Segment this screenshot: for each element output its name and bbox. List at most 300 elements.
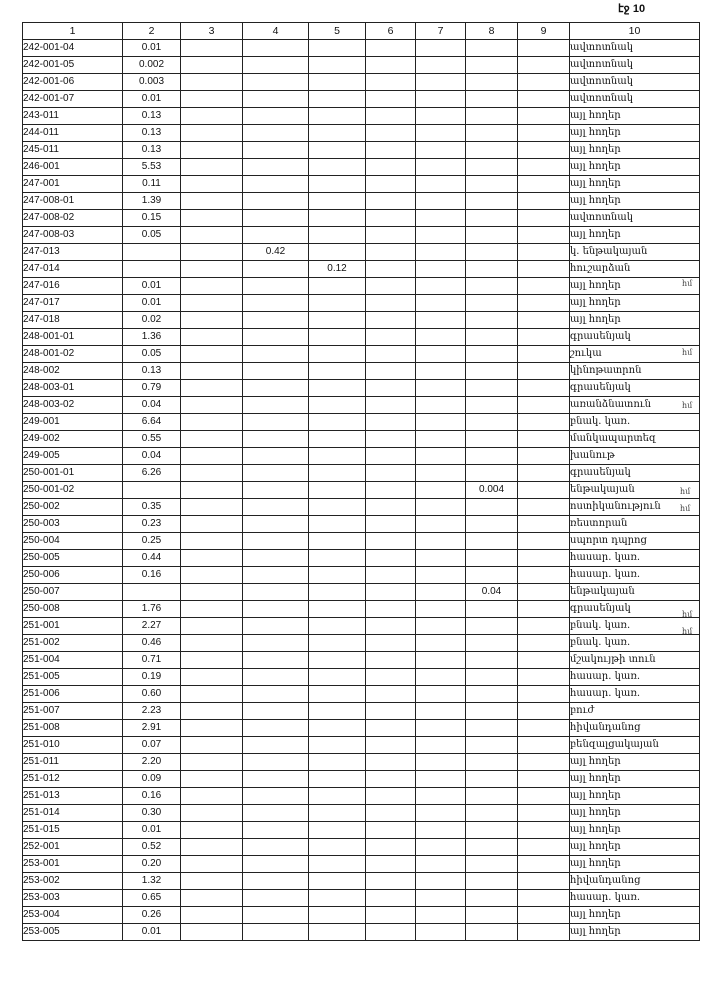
col9-cell xyxy=(518,465,570,482)
parcel-code-cell: 250-004 xyxy=(23,533,123,550)
col8-value-cell xyxy=(466,686,518,703)
col4-value-cell xyxy=(243,499,309,516)
table-row xyxy=(23,907,700,924)
col9-cell xyxy=(518,227,570,244)
col4-value-cell xyxy=(243,40,309,57)
land-use-cell: ավտոտնակ xyxy=(570,57,700,74)
area-value-cell: 0.25 xyxy=(123,533,181,550)
col3-cell xyxy=(181,890,243,907)
col4-value-cell xyxy=(243,839,309,856)
col9-cell xyxy=(518,142,570,159)
parcel-code-cell: 253-001 xyxy=(23,856,123,873)
col5-value-cell xyxy=(309,703,366,720)
parcel-code-cell: 253-002 xyxy=(23,873,123,890)
col5-value-cell xyxy=(309,40,366,57)
col4-value-cell xyxy=(243,924,309,941)
col8-value-cell xyxy=(466,720,518,737)
col8-value-cell xyxy=(466,703,518,720)
col7-cell xyxy=(416,567,466,584)
col9-cell xyxy=(518,771,570,788)
col7-cell xyxy=(416,703,466,720)
area-value-cell: 0.15 xyxy=(123,210,181,227)
col4-value-cell xyxy=(243,567,309,584)
land-use-cell: գրասենյակ xyxy=(570,329,700,346)
col7-cell xyxy=(416,346,466,363)
area-value-cell: 0.07 xyxy=(123,737,181,754)
col4-value-cell xyxy=(243,635,309,652)
area-value-cell: 0.05 xyxy=(123,227,181,244)
table-row xyxy=(23,635,700,652)
col7-cell xyxy=(416,907,466,924)
parcel-code-cell: 244-011 xyxy=(23,125,123,142)
col9-cell xyxy=(518,380,570,397)
col8-value-cell xyxy=(466,57,518,74)
col5-value-cell xyxy=(309,499,366,516)
parcel-code-cell: 251-008 xyxy=(23,720,123,737)
col6-cell xyxy=(366,737,416,754)
col3-cell xyxy=(181,193,243,210)
col3-cell xyxy=(181,278,243,295)
col6-cell xyxy=(366,499,416,516)
area-value-cell: 0.01 xyxy=(123,924,181,941)
parcel-code-cell: 248-001-02 xyxy=(23,346,123,363)
col5-value-cell xyxy=(309,244,366,261)
col3-cell xyxy=(181,57,243,74)
col7-cell xyxy=(416,312,466,329)
col3-cell xyxy=(181,108,243,125)
land-use-cell: ռեստորան xyxy=(570,516,700,533)
col3-cell xyxy=(181,652,243,669)
col9-cell xyxy=(518,91,570,108)
col8-value-cell xyxy=(466,618,518,635)
col9-cell xyxy=(518,295,570,312)
col5-value-cell xyxy=(309,550,366,567)
col5-value-cell xyxy=(309,210,366,227)
table-row xyxy=(23,363,700,380)
land-use-cell: գրասենյակ xyxy=(570,380,700,397)
table-row xyxy=(23,533,700,550)
col4-value-cell xyxy=(243,669,309,686)
col7-cell xyxy=(416,74,466,91)
col5-value-cell xyxy=(309,363,366,380)
col5-value-cell xyxy=(309,346,366,363)
table-row xyxy=(23,924,700,941)
col6-cell xyxy=(366,788,416,805)
land-use-cell: այլ հողեր xyxy=(570,312,700,329)
col6-cell xyxy=(366,57,416,74)
col3-cell xyxy=(181,363,243,380)
margin-annotation: հմ xyxy=(682,279,693,288)
table-row xyxy=(23,431,700,448)
land-use-cell: այլ հողեր xyxy=(570,839,700,856)
col9-cell xyxy=(518,618,570,635)
col4-value-cell xyxy=(243,856,309,873)
col9-cell xyxy=(518,397,570,414)
col9-cell xyxy=(518,448,570,465)
col3-cell xyxy=(181,380,243,397)
parcel-code-cell: 248-002 xyxy=(23,363,123,380)
col5-value-cell xyxy=(309,295,366,312)
parcel-code-cell: 243-011 xyxy=(23,108,123,125)
col8-value-cell xyxy=(466,210,518,227)
col3-cell xyxy=(181,431,243,448)
table-row xyxy=(23,822,700,839)
col7-cell xyxy=(416,754,466,771)
col5-value-cell xyxy=(309,397,366,414)
table-row xyxy=(23,788,700,805)
table-row xyxy=(23,278,700,295)
col9-cell xyxy=(518,584,570,601)
col7-cell xyxy=(416,397,466,414)
area-value-cell: 2.91 xyxy=(123,720,181,737)
col6-cell xyxy=(366,601,416,618)
col4-value-cell xyxy=(243,176,309,193)
table-row xyxy=(23,57,700,74)
col3-cell xyxy=(181,584,243,601)
col4-value-cell xyxy=(243,346,309,363)
column-header: 8 xyxy=(466,23,518,40)
col8-value-cell xyxy=(466,737,518,754)
col8-value-cell xyxy=(466,856,518,873)
col4-value-cell xyxy=(243,397,309,414)
col5-value-cell xyxy=(309,176,366,193)
margin-annotation: հմ xyxy=(682,610,693,619)
area-value-cell: 0.13 xyxy=(123,363,181,380)
col7-cell xyxy=(416,482,466,499)
col5-value-cell xyxy=(309,788,366,805)
area-value-cell: 0.60 xyxy=(123,686,181,703)
col6-cell xyxy=(366,618,416,635)
parcel-code-cell: 247-008-02 xyxy=(23,210,123,227)
col8-value-cell xyxy=(466,601,518,618)
table-row xyxy=(23,567,700,584)
col7-cell xyxy=(416,363,466,380)
col9-cell xyxy=(518,431,570,448)
col5-value-cell xyxy=(309,567,366,584)
land-use-cell: այլ հողեր xyxy=(570,227,700,244)
area-value-cell: 0.13 xyxy=(123,125,181,142)
col8-value-cell xyxy=(466,567,518,584)
land-use-cell: այլ հողեր xyxy=(570,907,700,924)
col7-cell xyxy=(416,465,466,482)
table-row xyxy=(23,91,700,108)
parcel-code-cell: 251-012 xyxy=(23,771,123,788)
col7-cell xyxy=(416,737,466,754)
area-value-cell: 0.71 xyxy=(123,652,181,669)
area-value-cell: 0.04 xyxy=(123,397,181,414)
area-value-cell: 0.46 xyxy=(123,635,181,652)
col6-cell xyxy=(366,516,416,533)
table-row xyxy=(23,465,700,482)
col6-cell xyxy=(366,295,416,312)
col9-cell xyxy=(518,754,570,771)
col9-cell xyxy=(518,329,570,346)
col7-cell xyxy=(416,873,466,890)
col6-cell xyxy=(366,380,416,397)
col5-value-cell xyxy=(309,907,366,924)
area-value-cell: 2.20 xyxy=(123,754,181,771)
col8-value-cell xyxy=(466,227,518,244)
col4-value-cell xyxy=(243,771,309,788)
parcel-code-cell: 250-003 xyxy=(23,516,123,533)
col3-cell xyxy=(181,74,243,91)
col4-value-cell xyxy=(243,363,309,380)
area-value-cell: 0.23 xyxy=(123,516,181,533)
area-value-cell: 0.52 xyxy=(123,839,181,856)
col9-cell xyxy=(518,550,570,567)
parcel-code-cell: 250-007 xyxy=(23,584,123,601)
col5-value-cell xyxy=(309,125,366,142)
land-register-table xyxy=(22,22,700,941)
col3-cell xyxy=(181,482,243,499)
col4-value-cell xyxy=(243,465,309,482)
parcel-code-cell: 251-013 xyxy=(23,788,123,805)
column-header: 1 xyxy=(23,23,123,40)
col6-cell xyxy=(366,567,416,584)
col4-value-cell xyxy=(243,737,309,754)
area-value-cell: 0.44 xyxy=(123,550,181,567)
col9-cell xyxy=(518,346,570,363)
col4-value-cell xyxy=(243,159,309,176)
col9-cell xyxy=(518,686,570,703)
col7-cell xyxy=(416,584,466,601)
parcel-code-cell: 251-010 xyxy=(23,737,123,754)
col8-value-cell xyxy=(466,295,518,312)
table-row xyxy=(23,261,700,278)
col8-value-cell xyxy=(466,108,518,125)
col8-value-cell xyxy=(466,261,518,278)
col6-cell xyxy=(366,448,416,465)
col6-cell xyxy=(366,125,416,142)
col8-value-cell xyxy=(466,142,518,159)
col4-value-cell xyxy=(243,125,309,142)
table-row xyxy=(23,414,700,431)
col9-cell xyxy=(518,652,570,669)
col6-cell xyxy=(366,635,416,652)
land-use-cell: այլ հողեր xyxy=(570,193,700,210)
land-use-cell: այլ հողեր xyxy=(570,822,700,839)
col3-cell xyxy=(181,261,243,278)
col3-cell xyxy=(181,244,243,261)
col9-cell xyxy=(518,924,570,941)
col7-cell xyxy=(416,40,466,57)
column-header: 7 xyxy=(416,23,466,40)
table-row xyxy=(23,873,700,890)
col3-cell xyxy=(181,142,243,159)
col7-cell xyxy=(416,448,466,465)
col8-value-cell xyxy=(466,448,518,465)
col7-cell xyxy=(416,924,466,941)
col5-value-cell xyxy=(309,91,366,108)
col8-value-cell xyxy=(466,550,518,567)
col8-value-cell xyxy=(466,363,518,380)
table-row xyxy=(23,40,700,57)
col8-value-cell xyxy=(466,176,518,193)
col3-cell xyxy=(181,159,243,176)
parcel-code-cell: 247-001 xyxy=(23,176,123,193)
parcel-code-cell: 250-001-01 xyxy=(23,465,123,482)
land-use-cell: այլ հողեր xyxy=(570,805,700,822)
col4-value-cell xyxy=(243,210,309,227)
col9-cell xyxy=(518,907,570,924)
col4-value-cell xyxy=(243,312,309,329)
table-row xyxy=(23,499,700,516)
col5-value-cell xyxy=(309,873,366,890)
col6-cell xyxy=(366,686,416,703)
col8-value-cell xyxy=(466,346,518,363)
land-use-cell: կինոթատրոն xyxy=(570,363,700,380)
col8-value-cell xyxy=(466,635,518,652)
col9-cell xyxy=(518,703,570,720)
table-row xyxy=(23,482,700,499)
page-number-label: էջ 10 xyxy=(618,3,646,15)
col3-cell xyxy=(181,703,243,720)
parcel-code-cell: 249-005 xyxy=(23,448,123,465)
land-use-cell: բնակ. կառ. xyxy=(570,618,700,635)
land-use-cell: ավտոտնակ xyxy=(570,74,700,91)
col3-cell xyxy=(181,210,243,227)
parcel-code-cell: 249-002 xyxy=(23,431,123,448)
land-use-cell: ենթակայան xyxy=(570,482,700,499)
col9-cell xyxy=(518,822,570,839)
col7-cell xyxy=(416,686,466,703)
parcel-code-cell: 251-006 xyxy=(23,686,123,703)
col6-cell xyxy=(366,856,416,873)
area-value-cell: 0.11 xyxy=(123,176,181,193)
parcel-code-cell: 253-005 xyxy=(23,924,123,941)
col4-value-cell xyxy=(243,74,309,91)
col3-cell xyxy=(181,635,243,652)
col4-value-cell xyxy=(243,754,309,771)
col9-cell xyxy=(518,873,570,890)
table-row xyxy=(23,329,700,346)
col6-cell xyxy=(366,924,416,941)
land-use-cell: հասար. կառ. xyxy=(570,550,700,567)
area-value-cell xyxy=(123,261,181,278)
table-row xyxy=(23,397,700,414)
table-row xyxy=(23,805,700,822)
table-row xyxy=(23,210,700,227)
parcel-code-cell: 242-001-06 xyxy=(23,74,123,91)
col4-value-cell xyxy=(243,414,309,431)
area-value-cell: 1.76 xyxy=(123,601,181,618)
area-value-cell: 1.32 xyxy=(123,873,181,890)
area-value-cell: 2.27 xyxy=(123,618,181,635)
col5-value-cell xyxy=(309,227,366,244)
col8-value-cell xyxy=(466,907,518,924)
col6-cell xyxy=(366,142,416,159)
col3-cell xyxy=(181,686,243,703)
col7-cell xyxy=(416,788,466,805)
land-use-cell: այլ հողեր xyxy=(570,924,700,941)
col4-value-cell xyxy=(243,431,309,448)
col6-cell xyxy=(366,873,416,890)
col7-cell xyxy=(416,414,466,431)
table-row xyxy=(23,108,700,125)
col8-value-cell xyxy=(466,652,518,669)
area-value-cell: 0.09 xyxy=(123,771,181,788)
col4-value-cell xyxy=(243,805,309,822)
col6-cell xyxy=(366,669,416,686)
col5-value-cell xyxy=(309,754,366,771)
area-value-cell: 0.02 xyxy=(123,312,181,329)
col8-value-cell xyxy=(466,40,518,57)
area-value-cell xyxy=(123,244,181,261)
col3-cell xyxy=(181,856,243,873)
col6-cell xyxy=(366,771,416,788)
col9-cell xyxy=(518,482,570,499)
area-value-cell: 0.35 xyxy=(123,499,181,516)
col4-value-cell xyxy=(243,873,309,890)
table-row xyxy=(23,601,700,618)
table-row xyxy=(23,584,700,601)
col9-cell xyxy=(518,635,570,652)
parcel-code-cell: 251-004 xyxy=(23,652,123,669)
land-use-cell: բուժ xyxy=(570,703,700,720)
col4-value-cell xyxy=(243,227,309,244)
col6-cell xyxy=(366,720,416,737)
col5-value-cell xyxy=(309,516,366,533)
col4-value-cell: 0.42 xyxy=(243,244,309,261)
col4-value-cell xyxy=(243,533,309,550)
column-header: 9 xyxy=(518,23,570,40)
margin-annotation: հմ xyxy=(682,627,693,636)
col7-cell xyxy=(416,431,466,448)
col7-cell xyxy=(416,669,466,686)
area-value-cell: 0.16 xyxy=(123,788,181,805)
col3-cell xyxy=(181,601,243,618)
col7-cell xyxy=(416,142,466,159)
col4-value-cell xyxy=(243,584,309,601)
col4-value-cell xyxy=(243,601,309,618)
col7-cell xyxy=(416,499,466,516)
land-use-cell: խանութ xyxy=(570,448,700,465)
col3-cell xyxy=(181,414,243,431)
column-header: 4 xyxy=(243,23,309,40)
column-header: 6 xyxy=(366,23,416,40)
parcel-code-cell: 250-008 xyxy=(23,601,123,618)
col7-cell xyxy=(416,380,466,397)
col8-value-cell xyxy=(466,431,518,448)
col6-cell xyxy=(366,822,416,839)
col5-value-cell xyxy=(309,737,366,754)
area-value-cell: 0.13 xyxy=(123,108,181,125)
table-row xyxy=(23,618,700,635)
col7-cell xyxy=(416,159,466,176)
col7-cell xyxy=(416,856,466,873)
table-row xyxy=(23,669,700,686)
col8-value-cell xyxy=(466,890,518,907)
area-value-cell: 0.01 xyxy=(123,91,181,108)
col9-cell xyxy=(518,499,570,516)
col5-value-cell xyxy=(309,414,366,431)
table-row xyxy=(23,652,700,669)
col9-cell xyxy=(518,533,570,550)
col6-cell xyxy=(366,312,416,329)
col3-cell xyxy=(181,822,243,839)
col9-cell xyxy=(518,278,570,295)
col8-value-cell xyxy=(466,329,518,346)
col3-cell xyxy=(181,176,243,193)
col9-cell xyxy=(518,601,570,618)
table-row xyxy=(23,516,700,533)
col3-cell xyxy=(181,567,243,584)
land-use-cell: բենզալցակայան xyxy=(570,737,700,754)
land-use-cell: բնակ. կառ. xyxy=(570,414,700,431)
col7-cell xyxy=(416,601,466,618)
area-value-cell: 0.003 xyxy=(123,74,181,91)
col8-value-cell xyxy=(466,397,518,414)
